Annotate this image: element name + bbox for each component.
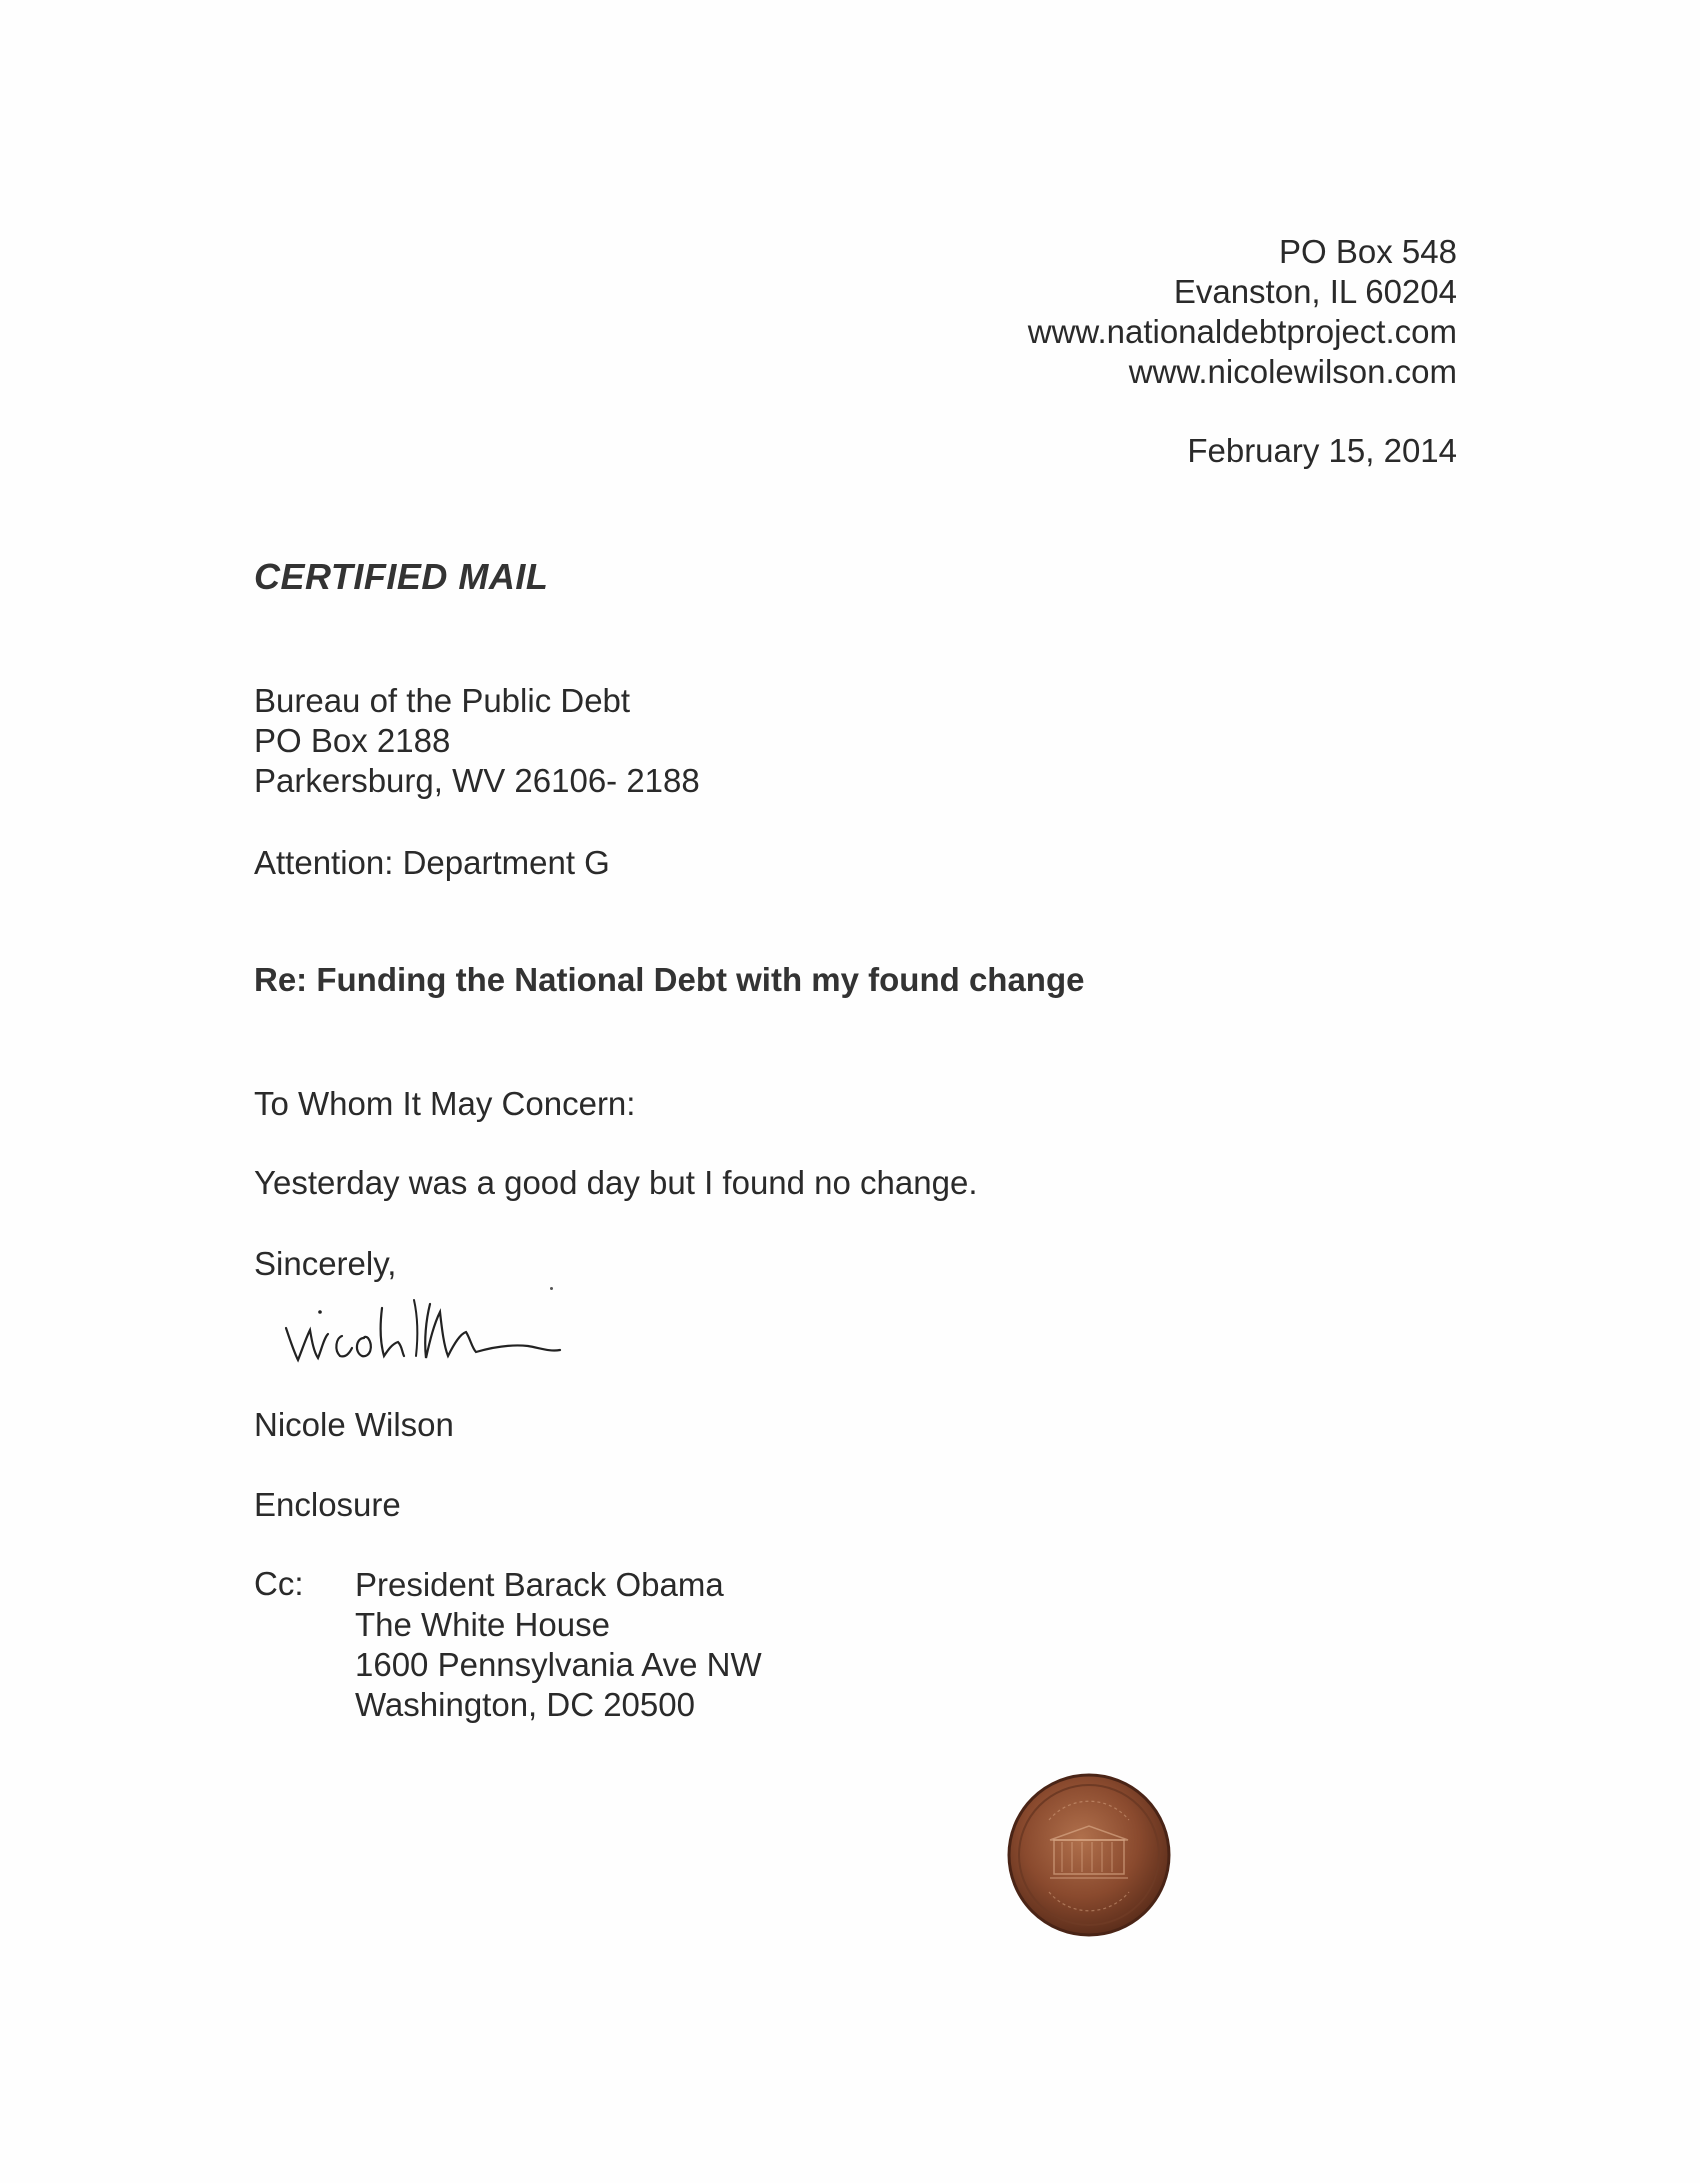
cc-address	[355, 1565, 762, 1725]
cc-label: Cc:	[254, 1565, 304, 1602]
attention-line: Attention: Department G	[254, 844, 610, 881]
cc-line: Washington, DC 20500	[355, 1686, 695, 1723]
cc-line: 1600 Pennsylvania Ave NW	[355, 1646, 762, 1683]
recipient-line: Parkersburg, WV 26106- 2188	[254, 762, 700, 799]
recipient-address	[254, 681, 700, 801]
salutation: To Whom It May Concern:	[254, 1085, 636, 1122]
handwritten-signature	[280, 1290, 640, 1380]
sender-line: www.nationaldebtproject.com	[1027, 313, 1457, 350]
penny-icon	[1004, 1770, 1174, 1940]
sender-line: Evanston, IL 60204	[1173, 273, 1457, 310]
enclosure-note: Enclosure	[254, 1486, 401, 1523]
cc-line: The White House	[355, 1606, 610, 1643]
closing: Sincerely,	[254, 1245, 397, 1282]
sender-address	[757, 232, 1457, 392]
letter-date: February 15, 2014	[1187, 432, 1457, 469]
sender-line: PO Box 548	[1279, 233, 1457, 270]
cc-line: President Barack Obama	[355, 1566, 724, 1603]
sender-line: www.nicolewilson.com	[1128, 353, 1457, 390]
recipient-line: Bureau of the Public Debt	[254, 682, 631, 719]
signer-name: Nicole Wilson	[254, 1406, 454, 1443]
letter-body: Yesterday was a good day but I found no change.	[254, 1164, 978, 1201]
ink-speck	[550, 1287, 553, 1290]
recipient-line: PO Box 2188	[254, 722, 451, 759]
certified-mail-heading: CERTIFIED MAIL	[254, 556, 549, 597]
subject-line: Re: Funding the National Debt with my found change	[254, 961, 1085, 998]
